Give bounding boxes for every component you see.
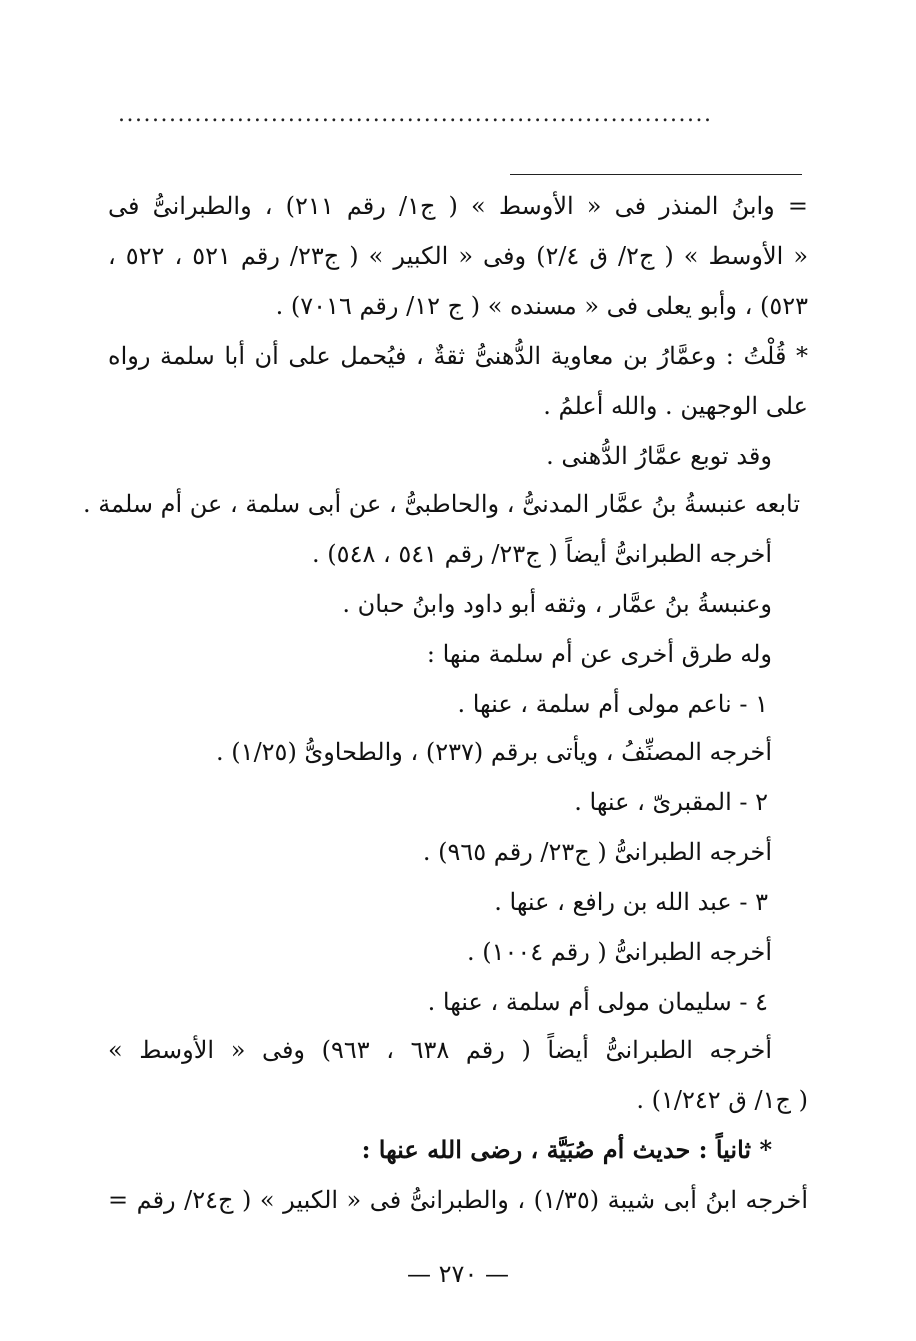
dotted-separator: ......................................................................: [118, 102, 713, 127]
text-line: = وابنُ المنذر فى « الأوسط » ( ج١/ رقم ٢١١) ، والطبرانىُّ فى: [108, 192, 808, 220]
text-line: ٤ - سليمان مولى أم سلمة ، عنها .: [427, 988, 768, 1016]
text-line: وله طرق أخرى عن أم سلمة منها :: [426, 640, 772, 668]
text-line: وقد توبع عمَّارُ الدُّهنى .: [546, 442, 772, 470]
text-line: أخرجه الطبرانىُّ ( ج٢٣/ رقم ٩٦٥) .: [422, 838, 772, 866]
text-line: على الوجهين . والله أعلمُ .: [543, 392, 808, 420]
text-line: أخرجه الطبرانىُّ ( رقم ١٠٠٤) .: [466, 938, 772, 966]
text-line: أخرجه الطبرانىُّ أيضاً ( رقم ٦٣٨ ، ٩٦٣) وفى « الأوسط »: [108, 1036, 772, 1064]
text-line: ( ج١/ ق ١/٢٤٢) .: [636, 1086, 808, 1114]
text-line: ٥٢٣) ، وأبو يعلى فى « مسنده » ( ج ١٢/ رقم ٧٠١٦) .: [275, 292, 808, 320]
footnote-rule: [510, 174, 802, 175]
text-line: تابعه عنبسةُ بنُ عمَّار المدنىُّ ، والحاطبىُّ ، عن أبى سلمة ، عن أم سلمة .: [82, 490, 800, 518]
page-number: — ٢٧٠ —: [407, 1260, 509, 1288]
text-line: أخرجه ابنُ أبى شيبة (١/٣٥) ، والطبرانىُّ فى « الكبير » ( ج٢٤/ رقم =: [108, 1186, 808, 1214]
text-line: أخرجه الطبرانىُّ أيضاً ( ج٢٣/ رقم ٥٤١ ، ٥٤٨) .: [312, 540, 772, 568]
text-line: « الأوسط » ( ج٢/ ق ٢/٤) وفى « الكبير » ( ج٢٣/ رقم ٥٢١ ، ٥٢٢ ،: [108, 242, 809, 270]
text-line: * قُلْتُ : وعمَّارُ بن معاوية الدُّهنىُّ ثقةٌ ، فيُحمل على أن أبا سلمة رواه: [108, 342, 808, 370]
text-line: ٣ - عبد الله بن رافع ، عنها .: [494, 888, 768, 916]
text-line: أخرجه المصنِّفُ ، ويأتى برقم (٢٣٧) ، والطحاوىُّ (١/٢٥) .: [216, 738, 772, 766]
text-line: ٢ - المقبرىّ ، عنها .: [574, 788, 768, 816]
text-line: ١ - ناعم مولى أم سلمة ، عنها .: [457, 690, 768, 718]
section-heading: * ثانياً : حديث أم صُبَيَّة ، رضى الله عنها :: [361, 1135, 772, 1164]
text-line: وعنبسةُ بنُ عمَّار ، وثقه أبو داود وابنُ حبان .: [342, 590, 772, 618]
